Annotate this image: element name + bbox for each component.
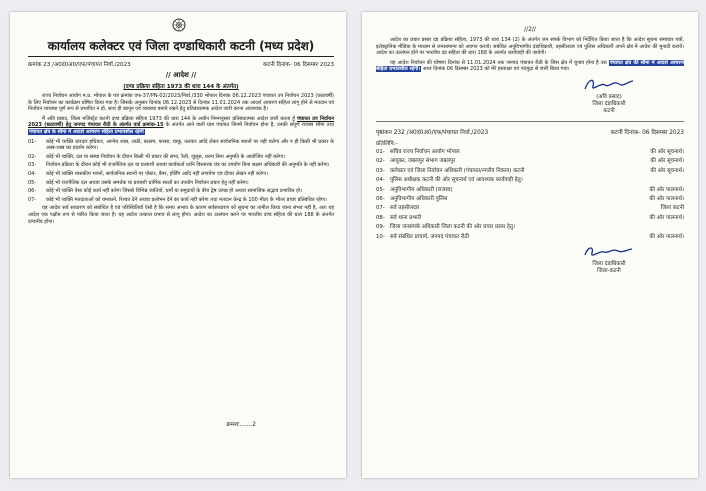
copy-heading: प्रतिलिपि:- [376,140,398,147]
copy-list [376,149,684,240]
paragraph-order [28,116,334,136]
order-clause [28,154,334,161]
copy-purpose: की ओर पालनार्थ। [649,196,684,202]
copy-text: सर्व संबंधित प्राचार्य, जनपद पंचायत रीठी [390,233,469,240]
copy-recipient [376,234,684,240]
clause-text: कोई भी व्यक्ति ऐसा कोई कार्य नहीं करेगा जिससे विभिन्न जातियों, धर्मों या समुदायों के बीच द्वेष उत्पन्न हो अथवा सामाजिक सद्भाव प्रभावित हो। [46,188,302,195]
paragraph-intro: राज्य निर्वाचन आयोग म.प्र. भोपाल के पत्र क्रमांक एफ-37/PN-02/2023/निर्वा./330 भोपाल दिनांक 06.12.2023 पंचायत उप निर्वाचन 2023 (छ्ठावर्षी) के लिए निर्वाचन का कार्यक्रम घोषित किया गया है। जिसके अनुसार दिनांक 06.12.2023 से दिनांक 11.01.2024 तक आदर्श आचरण संहिता लागू होने से मतदान एवं निर्वाचन व्यवस्था पूर्ण रूप से प्रभावित न हो, साथ ही कानून एवं व्यवस्था बनाये रखने हेतु प्रतिबंधात्मक आदेश जारी करना आवश्यक है। [28,93,334,113]
signatory-place-2: जिला-कटनी [597,268,621,275]
state-emblem-icon [172,18,186,32]
order-highlight-1: पंचायत उप निर्वाचन 2023 (छ्ठावर्षी) हेतु जनपद पंचायत रीठी के अंतर्गत वार्ड क्रमांक-15 [28,115,335,129]
copy-recipient [376,224,684,230]
paragraph-validity [376,60,684,73]
order-text-start: मैं अवि प्रसाद, जिला मजिस्ट्रेट कटनी दण्ड प्रक्रिया संहिता 1973 की धारा 144 के अधीन निम्नानुसार प्रतिबंधात्मक आदेश जारी करता हूँ [42,115,295,122]
order-subject: (दण्ड प्रक्रिया संहिता 1973 की धारा 144 के अंतर्गत) [123,84,239,90]
copy-text: अनुविभागीय अधिकारी पुलिस [390,196,448,202]
clause-text: कोई भी व्यक्ति धारदार हथियार, आग्नेय शस्त्र, लाठी, बल्लम, फरसा, चाकू, तलवार आदि लेकर सार्वजनिक स्थानों पर नहीं चलेगा और न ही किसी भी प्रकार के अस्त्र-शस्त्र का प्रदर्शन करेगा। [46,138,334,152]
clause-number: 04- [28,170,37,177]
reference-line [28,60,334,68]
clause-number: 03- [28,162,37,169]
copy-number: 05- [376,186,385,193]
copy-text: कलेक्टर एवं जिला निर्वाचन अधिकारी (पंचायत/नगरीय निकाय) कटनी [390,167,525,174]
clause-list [28,139,334,204]
signatory-title-2: जिला दंडाधिकारी [592,261,626,268]
copy-text: अनुविभागीय अधिकारी (राजस्व) [390,186,453,193]
copy-recipient [376,168,684,174]
copy-purpose: की ओर पालनार्थ। [649,214,684,221]
clause-number: 01- [28,138,37,145]
copy-number: 09- [376,224,385,231]
copy-recipient [376,205,684,211]
copy-purpose: की ओर पालनार्थ। [649,233,684,240]
order-text-middle: के अंतर्गत आने वाली ग्राम पंचायत जिनमें निर्वाचन होना है, उनकी संपूर्ण राजस्व सीमा तथा [165,122,334,129]
clause-number: 06- [28,188,37,195]
copy-number: 06- [376,196,385,202]
document-page-1 [10,12,346,478]
copy-number: 10- [376,233,385,240]
copy-purpose: जिला कटनी [660,205,684,212]
copy-purpose: की ओर सूचनार्थ। [650,158,684,165]
order-clause [28,139,334,152]
paragraph-closing: यह आदेश सर्व साधारण को संबोधित है एवं परिस्थितियाँ ऐसी है कि समय अभाव के कारण सर्वसाधारण को सूचना का तामील किया जाना संभव नहीं है, अतः यह आदेश एक पक्षीय रूप से पारित किया जाता है। यह आदेश तत्काल प्रभाव से लागू होगा। आदेश का उल्लंघन करने पर भारतीय दण्ड संहिता की धारा 188 के अंतर्गत दण्डनीय होगा। [28,205,334,225]
endorsement-line [376,128,684,136]
header-rule [28,56,334,57]
clause-number: 05- [28,179,37,186]
endorsement-number: पृष्ठांकन 232 /अ0दं0अ0/एफ/पंचायत निर्वा./2023 [376,129,489,136]
order-clause [28,162,334,169]
copy-recipient [376,196,684,202]
order-number: क्रमांक 23 /अ0दं0अ0/एफ/पंचायत निर्वा./2023 [28,62,131,68]
copy-text: जिला जनसंपर्क अधिकारी जिला कटनी की ओर प्रचार प्रसार हेतु। [390,224,516,231]
copy-recipient [376,215,684,221]
order-heading: // आदेश // [165,71,197,79]
validity-text-end: आज दिनांक 06 दिसम्बर 2023 को मेरे हस्ताक्षर एवं पदमुद्रा से जारी किया गया। [422,66,570,73]
endorsement-date: कटनी दिनांक- 06 दिसम्बर 2023 [610,129,684,136]
copy-text: सर्व थाना प्रभारी [390,214,422,221]
signature-1 [579,76,639,94]
clause-text: कोई भी राजनैतिक दल अथवा उसके समर्थक या प्रत्याशी धार्मिक स्थलों का उपयोग निर्वाचन प्रचार हेतु नहीं करेगा। [46,179,249,186]
copy-text: आयुक्त, जबलपुर संभाग जबलपुर [390,158,456,165]
clause-text: कोई भी व्यक्ति शासकीय भवनों, सार्वजनिक स्थानों पर पोस्टर, बैनर, होर्डिंग आदि नहीं लगायेगा एवं दीवार लेखन नहीं करेगा। [46,170,268,177]
document-page-2 [362,12,698,478]
signature-2 [579,243,639,261]
clause-number: 07- [28,196,37,203]
validity-text-start: यह आदेश निर्वाचन की घोषणा दिनांक से 11.01.2024 तक जनपद पंचायत रीठी के जिस क्षेत्र में चुनाव होना है उस [390,59,607,66]
clause-text: निर्वाचन प्रक्रिया के दौरान कोई भी राजनैतिक दल या प्रत्याशी अथवा कार्यकर्ता ध्वनि विस्तारक यंत्र का उपयोग बिना सक्षम अधिकारी की अनुमति के नहीं करेगा। [46,162,330,169]
copy-text: सचिव राज्य निर्वाचन आयोग भोपाल [390,148,460,155]
copy-number: 07- [376,205,385,212]
copy-number: 01- [376,148,385,155]
copy-text: पुलिस अधीक्षक कटनी की ओर सूचनार्थ एवं आवश्यक कार्यवाही हेतु। [390,177,523,184]
copy-recipient [376,158,684,164]
copy-text: सर्व तहसीलदार [390,205,420,212]
order-highlight-2: पंचायत क्षेत्र के सीमा में आदर्श आचरण संहिता प्रभावशील रहेगी [29,128,144,135]
order-clause [28,180,334,187]
order-clause [28,197,334,204]
signature-block-2 [554,243,664,275]
clause-text: कोई भी व्यक्ति, दल या संस्था निर्वाचन के दौरान किसी भी प्रकार की सभा, रैली, जुलूस, धरना बिना अनुमति के आयोजित नहीं करेगा। [46,153,286,160]
signature-block-1 [554,76,664,115]
paragraph-publicity: आदेश का प्रचार प्रसार दंड प्रक्रिया संहिता, 1973 की धारा 134 (2) के अंतर्गत जन संपर्क विभाग को निर्देशित किया जाता है कि आदेश सूचना समाचार पत्रों, इलेक्ट्रानिक मीडिया के माध्यम से जनसामान्य को अवगत कराये। संबंधित अनुविभागीय दंडाधिकारी, तहसीलदार एवं पुलिस अधिकारी अपने क्षेत्र में आदेश की मुनादी करायें। आदेश का उल्लंघन होने पर भारतीय दंड संहिता की धारा 188 के अंतर्गत कार्यवाही की जायेगी। [376,37,684,57]
copy-purpose: की ओर पालनार्थ। [649,186,684,193]
signatory-name: (अवि प्रसाद) [596,93,622,100]
validity-highlight: पंचायत क्षेत्र की सीमा में आदर्श आचरण संहिता प्रभावशील रहेगी। [376,59,685,73]
section-divider [376,121,684,122]
copy-recipient [376,149,684,155]
copy-number: 03- [376,167,385,174]
office-title: कार्यालय कलेक्टर एवं जिला दण्डाधिकारी कटनी (मध्य प्रदेश) [47,39,315,53]
copy-recipient [376,177,684,183]
order-clause [28,188,334,195]
copy-recipient [376,187,684,193]
order-clause [28,171,334,178]
page-marker: //2// [524,26,536,33]
copy-number: 02- [376,158,385,165]
copy-number: 08- [376,214,385,221]
signatory-place: कटनी [603,107,615,114]
copy-number: 04- [376,177,385,184]
copy-purpose: की ओर सूचनार्थ। [650,148,684,155]
order-date: कटनी दिनांक- 06 दिसम्बर 2023 [263,62,334,68]
continuation-marker: क्रमशः.......2 [226,422,256,428]
copy-purpose: की ओर सूचनार्थ। [650,167,684,174]
clause-text: कोई भी व्यक्ति मतदाताओं को धमकाने, रिश्वत देने अथवा प्रलोभन देने का कार्य नहीं करेगा तथा मतदान केन्द्र के 100 मीटर के भीतर प्रचार प्रतिबंधित रहेगा। [46,196,327,203]
clause-number: 02- [28,153,37,160]
signatory-title: जिला दंडाधिकारी [592,100,626,107]
